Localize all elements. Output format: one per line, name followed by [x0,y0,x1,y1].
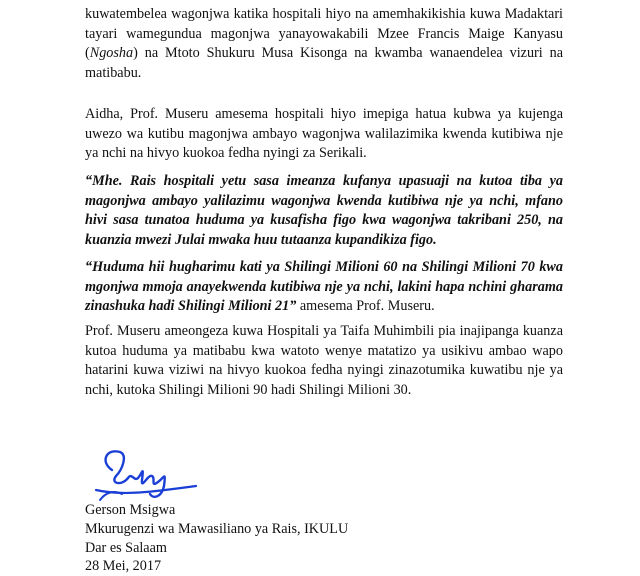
paragraph-hearing-services: Prof. Museru ameongeza kuwa Hospitali ya Taifa Muhimbili pia inajipanga kuanza kutoa huduma ya matibabu kwa watoto wenye matatizo ya usikivu ambao wapo hatarini kuwa viziwi na hivyo kuokoa fedha nyingi zinazotumika kuwatibu nje ya nchi, kutoka Shilingi Milioni 90 hadi Shilingi Milioni 30. [85,323,563,398]
signing-place: Dar es Salaam [85,540,167,556]
quote-text: “Huduma hii hugharimu kati ya Shilingi Milioni 60 na Shilingi Milioni 70 kwa mgonjwa mmoja anayekwenda kutibiwa nje ya nchi, lakini hapa nchini gharama zinashuka hadi Shilingi Milioni 21” [85,259,563,315]
paragraph-text: kuwatembelea wagonjwa katika hospitali hiyo na amemhakikishia kuwa Madaktari tayari wamegundua magonjwa yanayowakabili Mzee Francis Maige Kanyasu ( [85,6,563,62]
paragraph-text: ) na Mtoto Shukuru Musa Kisonga na kwamba wanaendelea vizuri na matibabu. [85,45,563,81]
attribution-text: amesema Prof. Museru. [296,298,435,315]
paragraph-patients-update [85,5,563,83]
quote-kidney-services: “Mhe. Rais hospitali yetu sasa imeanza kufanya upasuaji na kutoa tiba ya magonjwa ambayo yalilazimu wagonjwa kwenda kutibiwa nje ya nchi, mfano hivi sasa tunatoa huduma ya kusafisha figo kwa wagonjwa takribani 250, na kuanzia mwezi Julai mwaka huu tutaanza kupandikiza figo. [85,173,563,248]
handwritten-signature [92,440,202,510]
quote-treatment-cost [85,258,563,317]
signing-date: 28 Mei, 2017 [85,558,162,574]
nickname-text: Ngosha [89,45,134,62]
signatory-name: Gerson Msigwa [85,502,176,518]
signatory-title: Mkurugenzi wa Mawasiliano ya Rais, IKULU [85,521,349,537]
paragraph-capacity: Aidha, Prof. Museru amesema hospitali hiyo imepiga hatua kubwa ya kujenga uwezo wa kutibu magonjwa ambayo wagonjwa walilazimika kwenda kutibiwa nje ya nchi na hivyo kuokoa fedha nyingi za Serikali. [85,106,563,162]
